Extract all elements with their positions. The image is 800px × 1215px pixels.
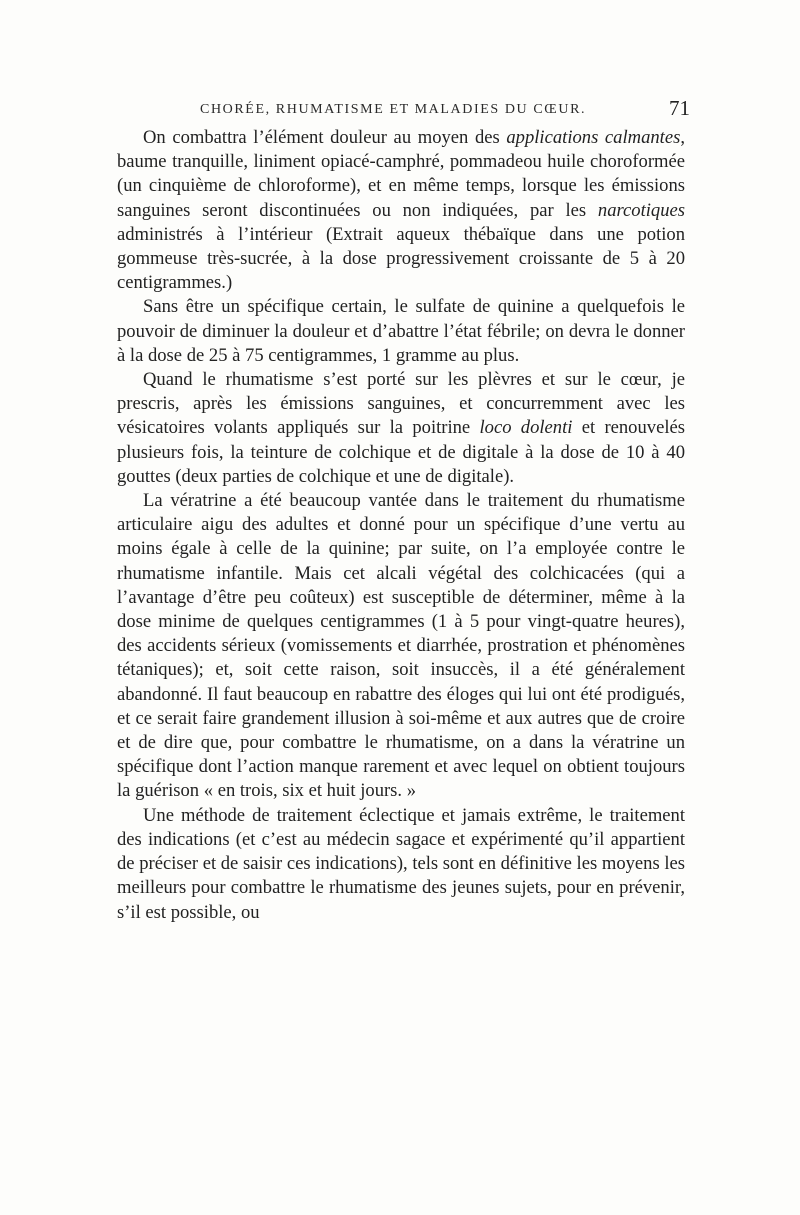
body-text <box>117 126 685 925</box>
paragraph-method <box>117 804 685 925</box>
paragraph-pleura-heart <box>117 368 685 489</box>
text-run: administrés à l’intérieur (Extrait aqueux thébaïque dans une potion gommeuse très-sucrée, à la dose progressivement croissante de 5 à 20 centigrammes.) <box>117 223 685 294</box>
text-run: Une méthode de traitement éclectique et jamais extrême, le traitement des indications (et c’est au médecin sagace et expérimenté qu’il appartient de préciser et de saisir ces indications), tels sont en définitive les moyens les meilleurs pour combattre le rhumatisme des jeunes sujets, pour en prévenir, s’il est possible, ou <box>117 804 685 923</box>
text-run: Sans être un spécifique certain, le sulfate de quinine a quelquefois le pouvoir de diminuer la douleur et d’abattre l’état fébrile; on devra le donner à la dose de 25 à 75 centigrammes, 1 gramme au plus. <box>117 296 685 366</box>
text-run: , baume tranquille, liniment opiacé-camphré, pommadeou huile choroformée (un cinquième de chloroforme), et en même temps, lorsque les émissions sanguines seront discontinuées ou non indiquées, par les <box>117 127 685 221</box>
text-run: et renouvelés plusieurs fois, la teinture de colchique et de digitale à la dose de 10 à 40 gouttes (deux parties de colchique et une de digitale). <box>117 417 685 487</box>
paragraph-quinine <box>117 295 685 368</box>
text-run: La vératrine a été beaucoup vantée dans le traitement du rhumatisme articulaire aigu des adultes et donné pour un spécifique d’une vertu au moins égale à celle de la quinine; par suite, on l’a employée contre le rhumatisme infantile. Mais cet alcali végétal des colchicacées (qui a l’avantage d’être peu coûteux) est susceptible de déterminer, même à la dose minime de quelques centigrammes (1 à 5 pour vingt-quatre heures), des accidents sérieux (vomissements et diarrhée, prostration et phénomènes tétaniques); et, soit cette raison, soit insuccès, il a été généralement abandonné. Il faut beaucoup en rabattre des éloges qui lui ont été prodigués, et ce serait faire grandement illusion à soi-même et aux autres que de croire et de dire que, pour combattre le rhumatisme, on a dans la vératrine un spécifique dont l’action manque rarement et avec lequel on obtient toujours la guérison « en trois, six et huit jours. » <box>117 490 685 802</box>
page-number: 71 <box>669 96 690 120</box>
paragraph-veratrine <box>117 489 685 804</box>
paragraph-analgesics <box>117 126 685 295</box>
italic-run: narcotiques <box>597 199 685 221</box>
italic-run: loco dolenti <box>479 417 573 439</box>
running-head: CHORÉE, RHUMATISME ET MALADIES DU CŒUR. <box>200 102 587 117</box>
italic-run: applications calmantes <box>506 127 681 148</box>
text-run: On combattra l’élément douleur au moyen des <box>143 127 507 148</box>
text-run: Quand le rhumatisme s’est porté sur les plèvres et sur le cœur, je prescris, après les émissions sanguines, et concurremment avec les vésicatoires volants appliqués sur la poitrine <box>117 369 685 439</box>
page-header <box>118 98 690 122</box>
